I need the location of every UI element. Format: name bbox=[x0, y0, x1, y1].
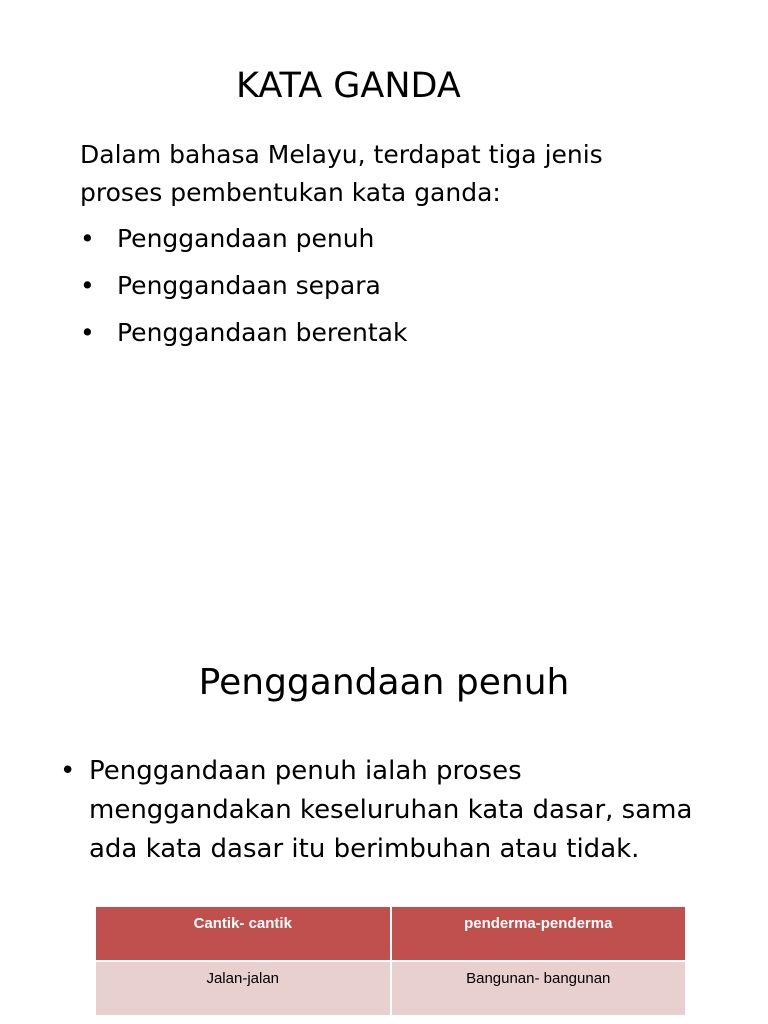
bullet-icon: • bbox=[80, 224, 95, 253]
table-row bbox=[96, 961, 685, 1015]
process-type-list bbox=[80, 220, 407, 361]
list-item bbox=[80, 220, 407, 267]
bullet-icon: • bbox=[80, 271, 95, 300]
table-cell: Bangunan- bangunan bbox=[391, 961, 686, 1015]
bullet-icon: • bbox=[60, 756, 76, 786]
definition-list bbox=[60, 752, 720, 869]
slide-title: Penggandaan penuh bbox=[198, 662, 570, 703]
example-table bbox=[96, 907, 685, 1015]
list-item-label: Penggandaan separa bbox=[117, 271, 381, 300]
list-item-label: Penggandaan penuh bbox=[117, 224, 375, 253]
table-header-cell: penderma-penderma bbox=[391, 907, 686, 961]
list-item bbox=[80, 267, 407, 314]
list-item bbox=[60, 752, 720, 869]
table-cell: Jalan-jalan bbox=[96, 961, 391, 1015]
bullet-icon: • bbox=[80, 318, 95, 347]
intro-paragraph: Dalam bahasa Melayu, terdapat tiga jenis proses pembentukan kata ganda: bbox=[80, 140, 603, 207]
list-item-label: Penggandaan berentak bbox=[117, 318, 408, 347]
table-header-cell: Cantik- cantik bbox=[96, 907, 391, 961]
list-item bbox=[80, 314, 407, 361]
definition-text: Penggandaan penuh ialah proses menggandakan keseluruhan kata dasar, sama ada kata dasar itu berimbuhan atau tidak. bbox=[89, 756, 693, 864]
slide-title: KATA GANDA bbox=[236, 66, 461, 106]
slide-penggandaan-penuh bbox=[0, 512, 768, 1024]
table-header-row bbox=[96, 907, 685, 961]
